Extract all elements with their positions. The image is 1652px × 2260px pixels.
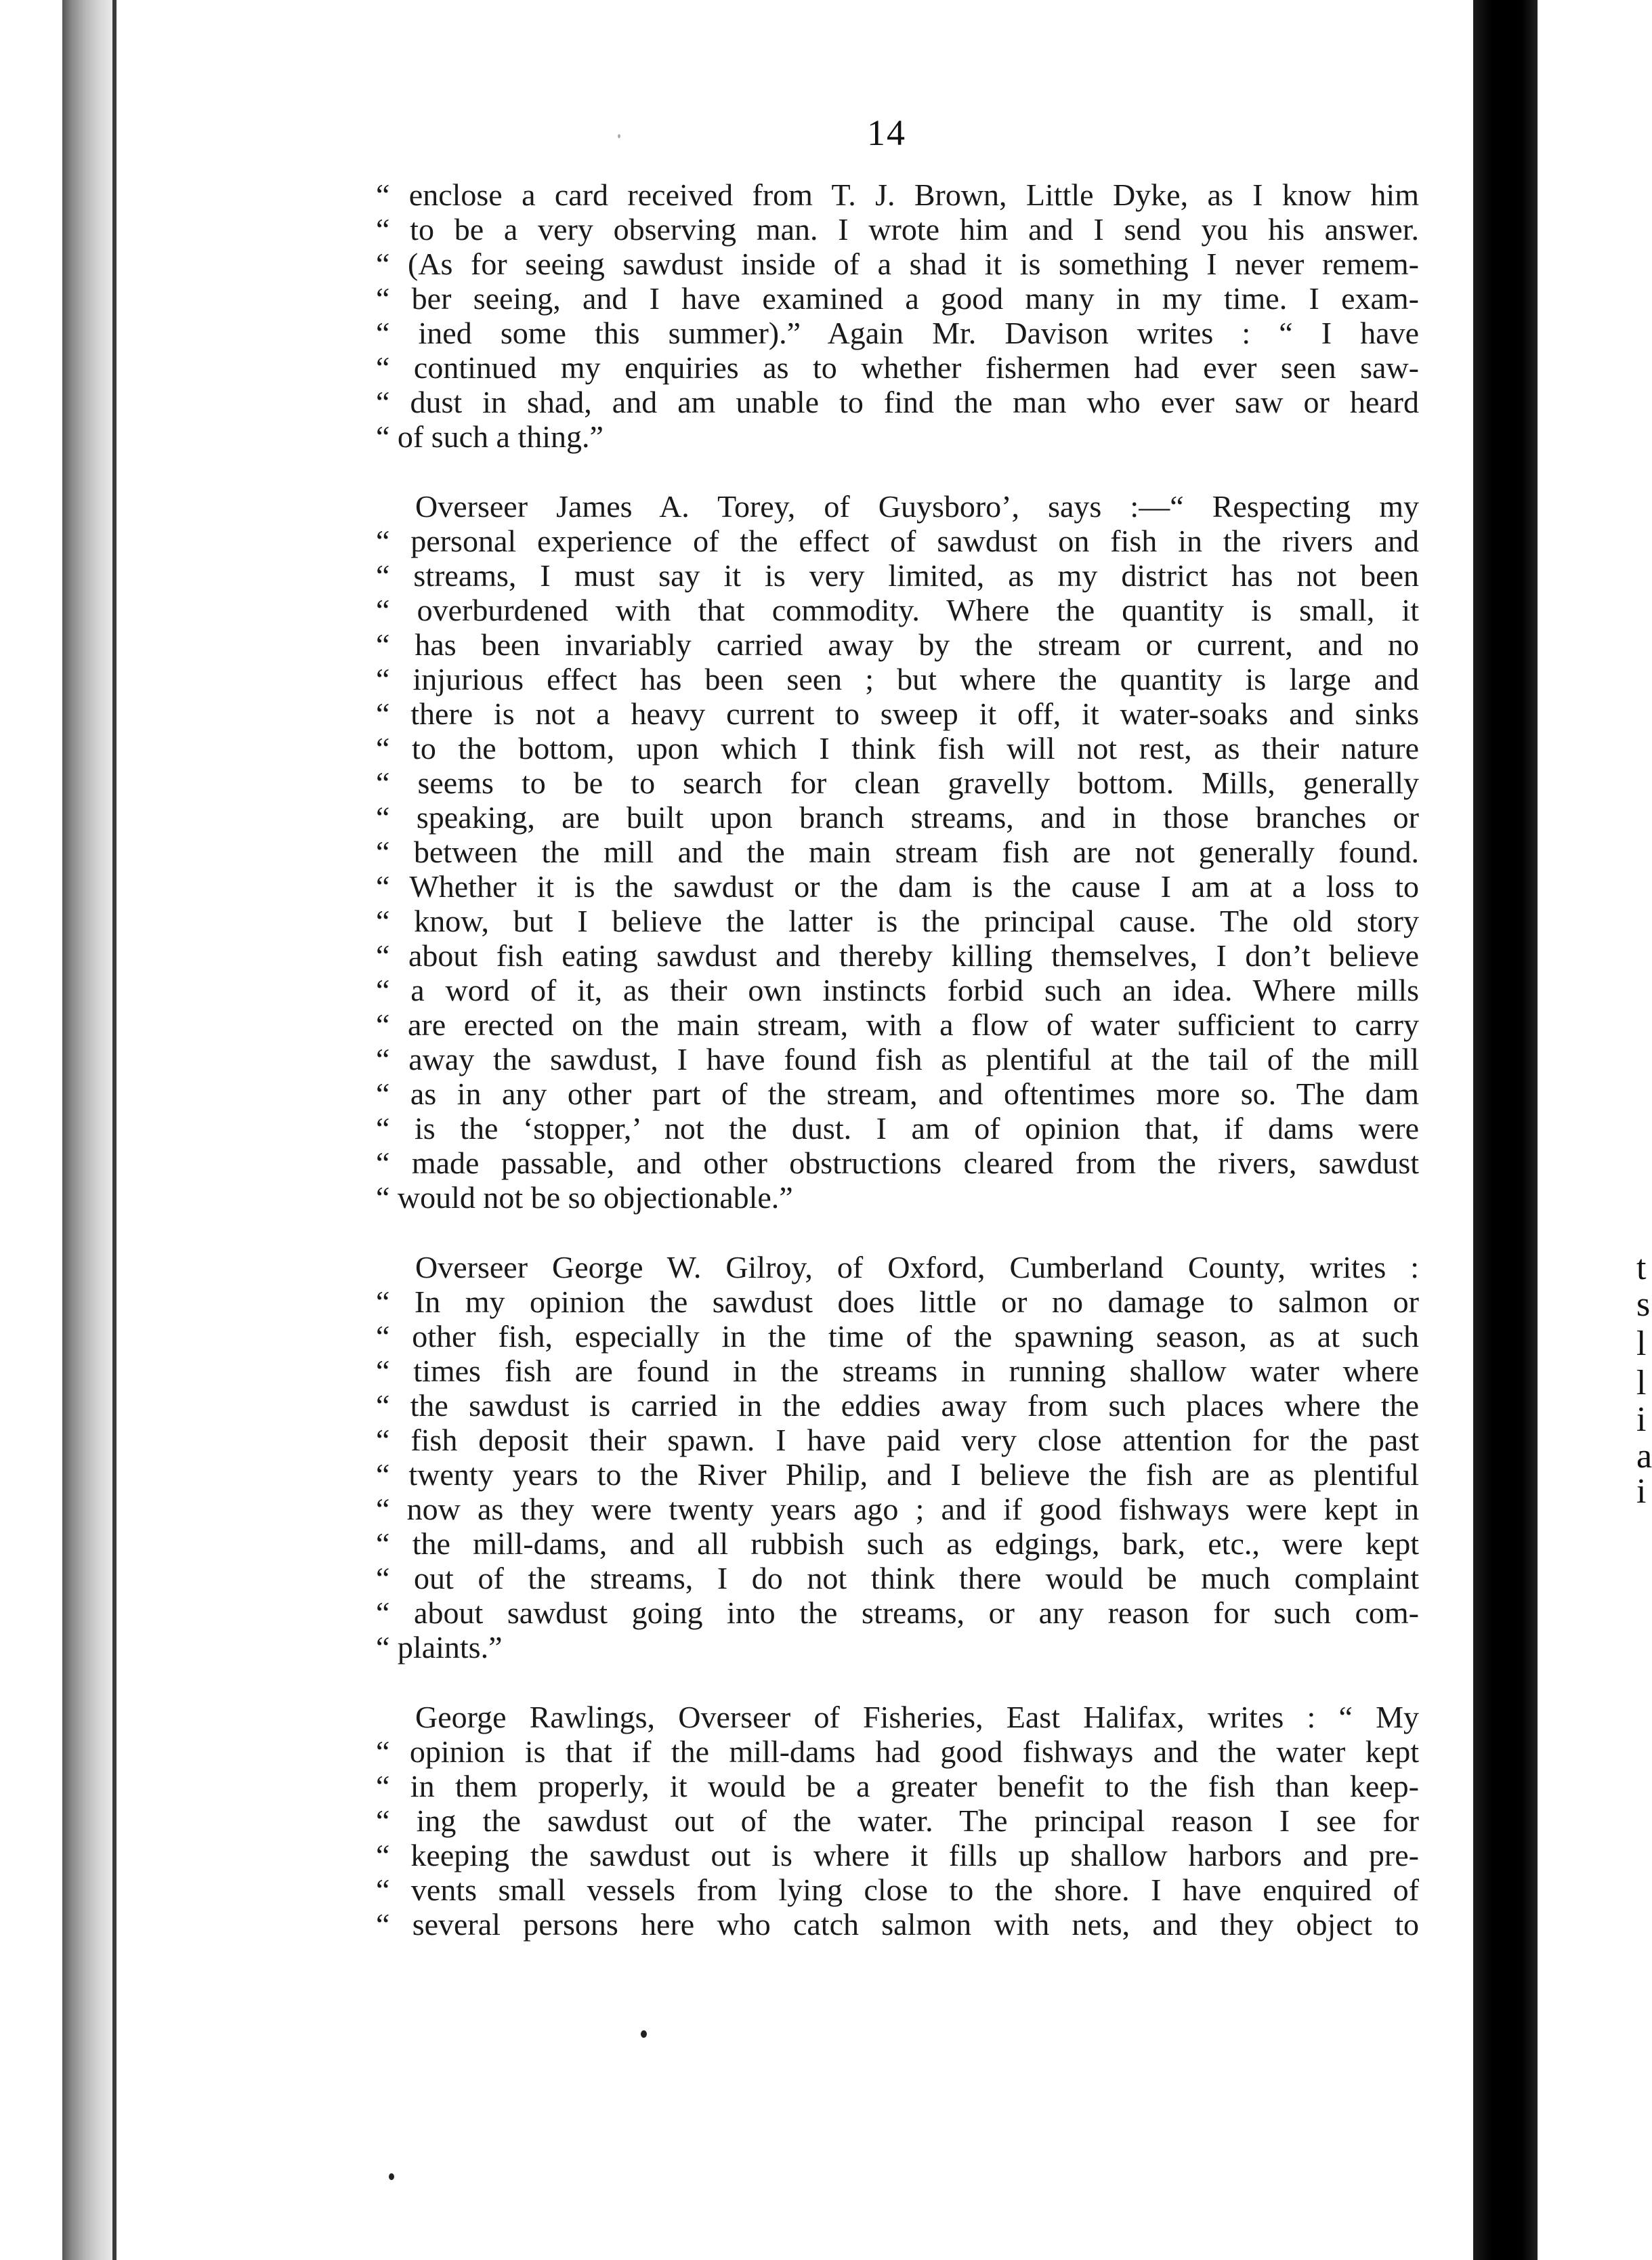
adjacent-page-letter: l [1636, 1364, 1647, 1402]
text-line: “ about fish eating sawdust and thereby killing themselves, I don’t believe [376, 938, 1419, 973]
text-line: “ other fish, especially in the time of the spawning season, as at such [376, 1319, 1419, 1354]
text-line: “ injurious effect has been seen ; but where the quantity is large and [376, 662, 1419, 696]
text-line: “ are erected on the main stream, with a flow of water sufficient to carry [376, 1007, 1419, 1042]
adjacent-page-letter: t [1636, 1249, 1647, 1287]
text-line: “ out of the streams, I do not think there would be much complaint [376, 1561, 1419, 1595]
text-line: Overseer James A. Torey, of Guysboro’, says :—“ Respecting my [415, 489, 1419, 524]
book-gutter-shadow [1473, 0, 1538, 2260]
adjacent-page-letter: i [1636, 1472, 1647, 1511]
text-line: “ between the mill and the main stream fish are not generally found. [376, 835, 1419, 869]
adjacent-page-letter: l [1636, 1324, 1647, 1363]
text-line: “ as in any other part of the stream, and oftentimes more so. The dam [376, 1076, 1419, 1111]
text-line: “ personal experience of the effect of sawdust on fish in the rivers and [376, 524, 1419, 558]
text-line: Overseer George W. Gilroy, of Oxford, Cumberland County, writes : [415, 1250, 1419, 1284]
paragraph-gap [376, 1665, 1419, 1700]
paragraph-torey [376, 489, 1419, 1215]
text-line: “ made passable, and other obstructions cleared from the rivers, sawdust [376, 1146, 1419, 1180]
text-line: “ away the sawdust, I have found fish as plentiful at the tail of the mill [376, 1042, 1419, 1076]
text-line: “ the mill-dams, and all rubbish such as edgings, bark, etc., were kept [376, 1526, 1419, 1561]
text-line: “ twenty years to the River Philip, and I believe the fish are as plentiful [376, 1457, 1419, 1492]
text-line: “ in them properly, it would be a greater benefit to the fish than keep- [376, 1769, 1419, 1803]
text-line: “ would not be so objectionable.” [376, 1180, 793, 1215]
text-line: “ (As for seeing sawdust inside of a shad it is something I never remem- [376, 247, 1419, 281]
text-line: “ times fish are found in the streams in running shallow water where [376, 1354, 1419, 1388]
text-line: “ ing the sawdust out of the water. The principal reason I see for [376, 1803, 1419, 1838]
text-line: “ vents small vessels from lying close to the shore. I have enquired of [376, 1872, 1419, 1907]
text-line: “ about sawdust going into the streams, or any reason for such com- [376, 1595, 1419, 1630]
text-line: “ enclose a card received from T. J. Brown, Little Dyke, as I know him [376, 177, 1419, 212]
text-line: “ Whether it is the sawdust or the dam is the cause I am at a loss to [376, 869, 1419, 904]
text-line: “ In my opinion the sawdust does little or no damage to salmon or [376, 1284, 1419, 1319]
text-line: “ there is not a heavy current to sweep it off, it water-soaks and sinks [376, 696, 1419, 731]
paragraph-gilroy [376, 1250, 1419, 1665]
text-line: “ plaints.” [376, 1630, 503, 1665]
paragraph-gap [376, 1215, 1419, 1250]
text-line: “ to the bottom, upon which I think fish will not rest, as their nature [376, 731, 1419, 766]
text-line: “ continued my enquiries as to whether fishermen had ever seen saw- [376, 350, 1419, 385]
text-line: “ has been invariably carried away by the stream or current, and no [376, 627, 1419, 662]
text-line: “ ber seeing, and I have examined a good many in my time. I exam- [376, 281, 1419, 316]
paragraph-rawlings [376, 1700, 1419, 1942]
body-text [376, 177, 1419, 1942]
paragraph-davison [376, 177, 1419, 454]
text-line: “ of such a thing.” [376, 419, 603, 454]
text-line: “ know, but I believe the latter is the principal cause. The old story [376, 904, 1419, 938]
ink-speck [618, 134, 620, 138]
paragraph-gap [376, 454, 1419, 489]
text-line: “ streams, I must say it is very limited, as my district has not been [376, 558, 1419, 593]
text-line: “ speaking, are built upon branch streams, and in those branches or [376, 800, 1419, 835]
page-edge-line [112, 0, 117, 2260]
adjacent-page [1538, 0, 1645, 2260]
scan-left-edge [0, 0, 65, 2260]
text-line: “ keeping the sawdust out is where it fills up shallow harbors and pre- [376, 1838, 1419, 1872]
text-line: “ seems to be to search for clean gravelly bottom. Mills, generally [376, 766, 1419, 800]
text-line: “ to be a very observing man. I wrote him and I send you his answer. [376, 212, 1419, 247]
text-line: “ fish deposit their spawn. I have paid very close attention for the past [376, 1423, 1419, 1457]
text-line: George Rawlings, Overseer of Fisheries, East Halifax, writes : “ My [415, 1700, 1419, 1734]
adjacent-page-letter: i [1636, 1400, 1647, 1439]
text-line: “ several persons here who catch salmon with nets, and they object to [376, 1907, 1419, 1942]
text-line: “ overburdened with that commodity. Where the quantity is small, it [376, 593, 1419, 627]
text-line: “ is the ‘stopper,’ not the dust. I am of opinion that, if dams were [376, 1111, 1419, 1146]
book-spine-shadow [62, 0, 115, 2260]
text-line: “ dust in shad, and am unable to find the man who ever saw or heard [376, 385, 1419, 419]
text-line: “ the sawdust is carried in the eddies away from such places where the [376, 1388, 1419, 1423]
adjacent-page-letter: a [1636, 1437, 1652, 1476]
adjacent-page-letter: s [1636, 1285, 1651, 1324]
text-line: “ a word of it, as their own instincts forbid such an idea. Where mills [376, 973, 1419, 1007]
text-line: “ opinion is that if the mill-dams had good fishways and the water kept [376, 1734, 1419, 1769]
ink-speck [389, 2173, 394, 2180]
text-line: “ ined some this summer).” Again Mr. Davison writes : “ I have [376, 316, 1419, 350]
ink-speck [641, 2030, 647, 2038]
page-number: 14 [867, 112, 906, 153]
text-line: “ now as they were twenty years ago ; and if good fishways were kept in [376, 1492, 1419, 1526]
